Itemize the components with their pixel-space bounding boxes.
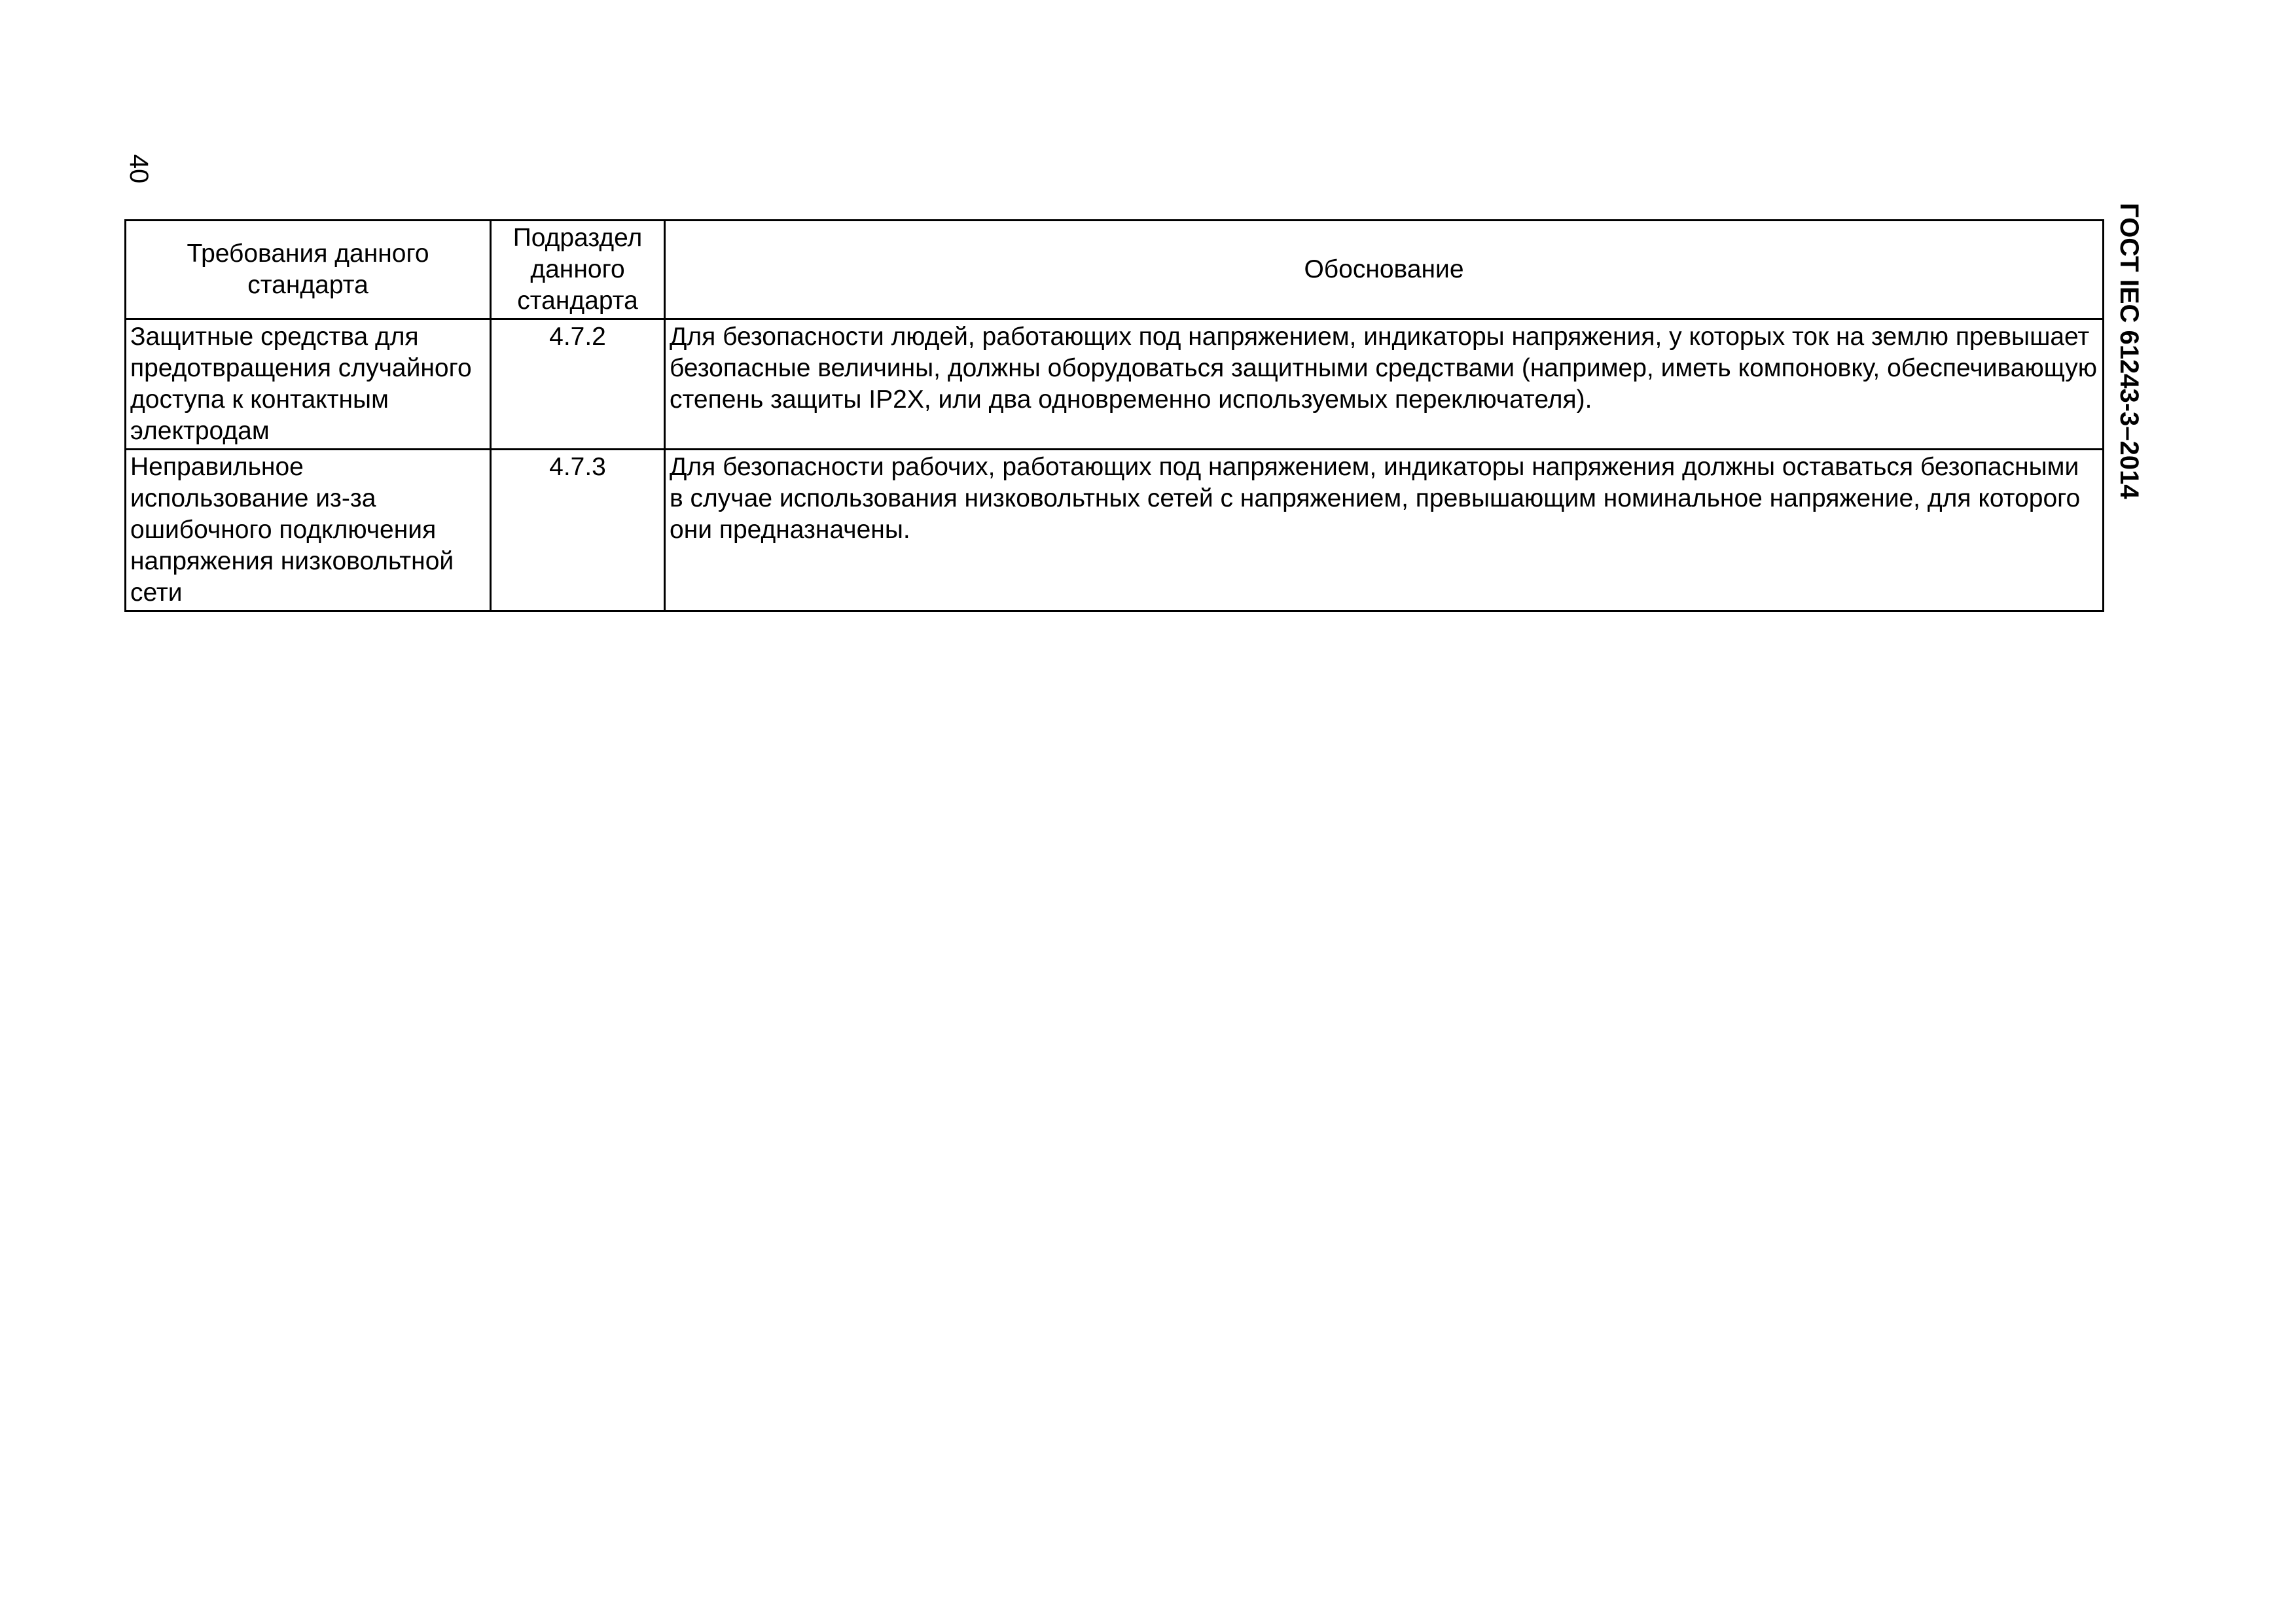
header-requirements: Требования данного стандарта xyxy=(126,221,491,319)
header-rationale: Обоснование xyxy=(665,221,2104,319)
table-header-row xyxy=(126,221,2104,319)
subsection-cell: 4.7.2 xyxy=(491,319,665,450)
requirements-table xyxy=(124,219,2104,612)
table-row xyxy=(126,450,2104,611)
page-number-text: 40 xyxy=(124,154,153,184)
subsection-cell: 4.7.3 xyxy=(491,450,665,611)
rationale-cell: Для безопасности рабочих, работающих под напряжением, индикаторы напряжения должны оставаться безопасными в случае использования низковольтных сетей с напряжением, превышающим номинальное напряжение, для которого они предназначены. xyxy=(665,450,2104,611)
table-row xyxy=(126,319,2104,450)
rationale-cell: Для безопасности людей, работающих под напряжением, индикаторы напряжения, у которых ток на землю превышает безопасные величины, должны оборудоваться защитными средствами (например, иметь компоновку, обеспечивающую степень защиты IP2X, или два одновременно используемых переключателя). xyxy=(665,319,2104,450)
header-subsection: Подраздел данного стандарта xyxy=(491,221,665,319)
requirement-cell: Защитные средства для предотвращения случайного доступа к контактным электродам xyxy=(126,319,491,450)
running-header-text: ГОСТ IEC 61243-3–2014 xyxy=(2115,203,2144,499)
requirement-cell: Неправильное использование из-за ошибочного подключения напряжения низковольтной сети xyxy=(126,450,491,611)
